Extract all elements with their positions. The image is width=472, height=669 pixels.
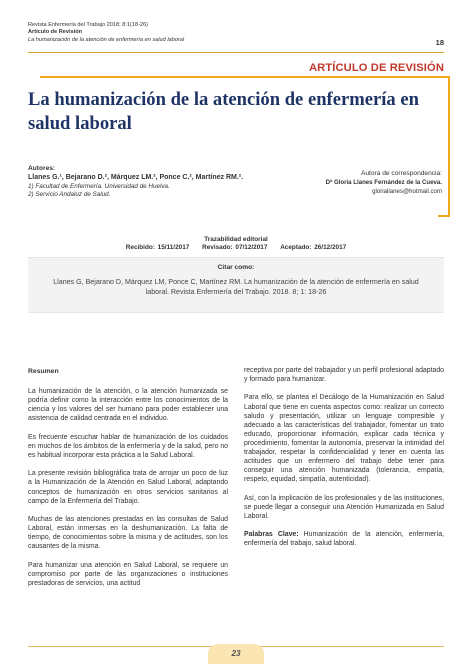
correspondence-label: Autora de correspondencia: [360,170,442,177]
traceability-title: Trazabilidad editorial [204,236,268,243]
editorial-dates [0,244,472,251]
authors-label: Autores: [28,165,56,172]
citation-line-2: laboral. Revista Enfermería del Trabajo. 2018. 8; 1: 18-26 [145,288,327,296]
article-title [28,88,423,135]
received-date: Recibido: 15/11/2017 [125,244,190,251]
correspondence-name: Dª Gloria Llanes Fernández de la Cueva. [325,179,442,186]
section-label: ARTÍCULO DE REVISIÓN [308,62,444,74]
affiliation-1: 1) Facultad de Enfermería. Universidad de Huelva. [28,182,170,190]
article-title-line-2: salud laboral [28,112,132,134]
citation-line-1: Llanes G, Bejarano D, Márquez LM, Ponce C, Martínez RM. La humanización de la atención de enfermería en salud [53,278,419,286]
running-head [28,22,328,44]
abstract-heading: Resumen [28,368,59,375]
abstract-paragraph: La humanización de la atención, o la atención humanizada se podría definir como la interacción entre los conocimientos de la ciencia y los valores del ser humano para poder establecer una asistencia de calidad centrada en el individuo. [28,388,228,423]
title-frame-tick [438,215,450,217]
page-number-top: 18 [435,38,444,47]
journal-short-title: La humanización de la atención de enfermería en salud laboral [28,36,185,43]
abstract-paragraph: Para ello, se plantea el Decálogo de la Humanización en Salud Laboral que tiene en cuenta aspectos como: realizar un correcto saludo y presentación, utilizar un lenguaje compresible y adecuado a las características del trabajador, fomentar un trato educado, proporcionar información, explicar cada técnica y procedimiento, fomentar la autonomía, preservar la intimidad del trabajador, respetar la confidencialidad y tener en cuenta las actitudes que un enfermero del trabajo debe tener para conseguir una atención humanizada (tolerancia, empatía, respeto, equidad, simpatía, autenticidad). [244,394,444,484]
header-rule [28,52,444,53]
affiliation-2: 2) Servicio Andaluz de Salud. [28,191,111,199]
abstract-paragraph: Así, con la implicación de los profesionales y de las instituciones, se puede llegar a conseguir una Atención Humanizada en Salud Laboral. [244,494,444,520]
abstract-right-column [244,366,444,558]
keywords-text: Humanización de la atención, enfermería, enfermería del trabajo, salud laboral. [244,531,444,548]
abstract-paragraph: Para humanizar una atención en Salud Laboral, se requiere un compromiso por parte de las organizaciones o instituciones prestadoras de servicios, una actitud [28,561,228,587]
revised-date: Revisado: 07/12/2017 [202,244,268,251]
correspondence-email[interactable]: gloriallanes@hotmail.com [372,188,442,195]
citation-title: Citar como: [217,264,255,271]
page-number-bottom: 23 [208,644,264,664]
title-frame-top [40,76,450,78]
article-title-line-1: La humanización de la atención de enfermería en [28,89,419,110]
citation-text [38,277,434,297]
abstract-paragraph: Es frecuente escuchar hablar de humanización de los cuidados en muchos de los ámbitos de la enfermería y de la salud, pero no es habitual incorporar esta práctica a la Salud Laboral. [28,433,228,459]
authors-names: Llanes G.¹, Bejarano D.², Márquez LM.², Ponce C.², Martínez RM.². [28,173,244,181]
title-frame-right [448,76,450,217]
keywords-paragraph [244,530,444,548]
journal-citation-line: Revista Enfermería del Trabajo 2018; 8:1(18-26) [28,22,149,28]
abstract-paragraph: receptiva por parte del trabajador y un perfil profesional adaptado y formado para humanizar. [244,367,444,384]
accepted-date: Aceptado: 26/12/2017 [280,244,347,251]
abstract-paragraph: La presente revisión bibliográfica trata de arrojar un poco de luz a la Humanización de la Atención en Salud Laboral, adaptando conceptos de humanización en otros servicios sanitarios al campo de la Enfermería del Trabajo. [28,470,228,505]
journal-section-line: Artículo de Revisión [28,29,83,36]
abstract-paragraph: Muchas de las atenciones prestadas en las consultas de Salud Laboral, están inmersas en la deshumanización. La falta de tiempo, de conocimientos sobre la misma y de actitudes, son los causantes de la misma. [28,516,228,551]
citation-box [28,257,444,313]
keywords-label: Palabras Clave: [244,531,299,539]
abstract-left-column [28,367,228,597]
correspondence-block [242,169,442,196]
